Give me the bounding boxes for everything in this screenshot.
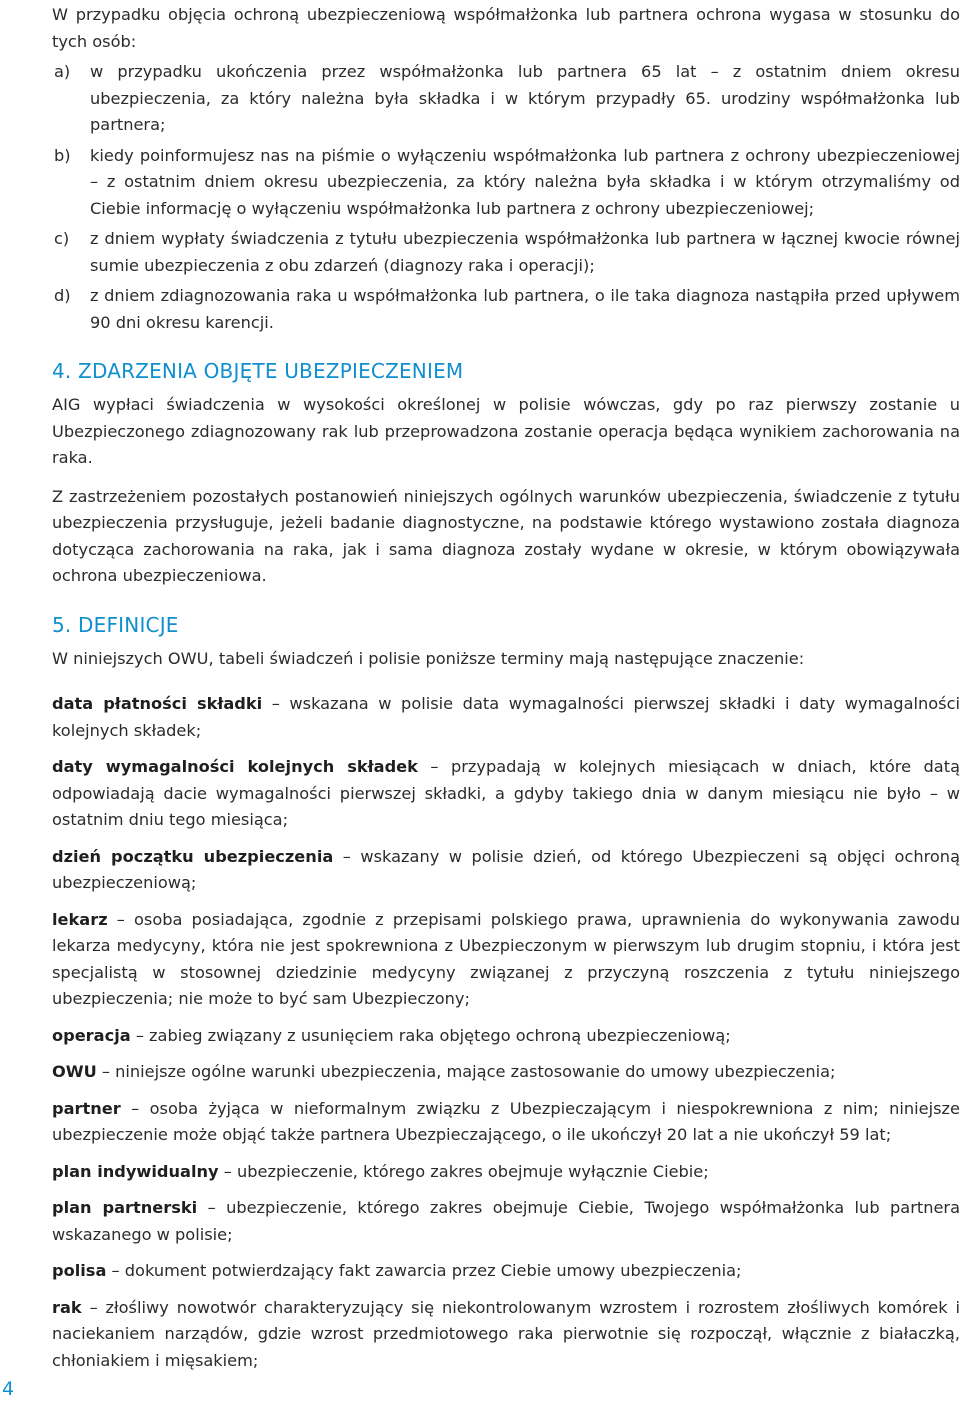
definition-term: dzień początku ubezpieczenia [52,846,334,866]
definition-item [52,754,960,834]
definition-term: partner [52,1098,121,1118]
definition-text: – osoba posiadająca, zgodnie z przepisami polskiego prawa, uprawnienia do wykonywania zawodu lekarza medycyny, która nie jest spokrewniona z Ubezpieczonym w pierwszym lub drugim stopniu, i która jest specjalistą w stosownej dziedzinie medycyny związanej z przyczyną roszczenia z tytułu niniejszego ubezpieczenia; nie może to być sam Ubezpieczony; [52,909,960,1008]
page-number: 4 [2,1378,15,1400]
page-content [52,2,960,1374]
section-5-intro: W niniejszych OWU, tabeli świadczeń i polisie poniższe terminy mają następujące znaczenie: [52,648,805,668]
definition-term: rak [52,1297,82,1317]
definition-text: – osoba żyjąca w nieformalnym związku z Ubezpieczającym i niespokrewniona z nim; niniejsze ubezpieczenie może objąć także partnera Ubezpieczającego, o ile ukończył 20 lat a nie ukończył 59 lat; [52,1098,960,1144]
list-item [52,59,960,139]
definition-text: – złośliwy nowotwór charakteryzujący się niekontrolowanym wzrostem i rozrostem złośliwych komórek i naciekaniem narządów, gdzie wzrost przedmiotowego raka pierwotnie się rozpoczął, włącznie z białaczką, chłoniakiem i mięsakiem; [52,1297,960,1370]
section-4-paragraph-2: Z zastrzeżeniem pozostałych postanowień niniejszych ogólnych warunków ubezpieczenia, świadczenie z tytułu ubezpieczenia przysługuje, jeżeli badanie diagnostyczne, na podstawie którego wystawiono została diagnoza dotycząca zachorowania na raka, jak i sama diagnoza zostały wydane w okresie, w którym obowiązywała ochrona ubezpieczeniowa. [52,486,960,585]
definition-item [52,907,960,1013]
list-item-text: z dniem wypłaty świadczenia z tytułu ubezpieczenia współmałżonka lub partnera w łącznej kwocie równej sumie ubezpieczenia z obu zdarzeń (diagnozy raka i operacji); [90,229,960,275]
list-item [52,283,960,336]
list-marker: a) [54,62,71,81]
definition-term: OWU [52,1062,97,1081]
definition-term: lekarz [52,909,108,929]
definition-text: – ubezpieczenie, którego zakres obejmuje Ciebie, Twojego współmałżonka lub partnera wskazanego w polisie; [52,1198,960,1244]
list-marker: c) [54,229,70,248]
termination-list [52,59,960,336]
list-item [52,226,960,279]
definition-item [52,1096,960,1149]
definitions-list [52,691,960,1374]
definition-term: daty wymagalności kolejnych składek [52,757,418,776]
definition-text: – przypadają w kolejnych miesiącach w dniach, które datą odpowiadają dacie wymagalności pierwszej składki, a gdyby takiego dnia w danym miesiącu nie było – w ostatnim dniu tego miesiąca; [52,757,960,829]
definition-text: – zabieg związany z usunięciem raka objętego ochroną ubezpieczeniową; [130,1025,731,1045]
section-5-heading: 5. DEFINICJE [52,612,179,637]
definition-text: – wskazana w polisie data wymagalności pierwszej składki i daty wymagalności kolejnych składek; [52,694,960,740]
section-4-paragraph-1: AIG wypłaci świadczenia w wysokości określonej w polisie wówczas, gdy po raz pierwszy zostanie u Ubezpieczonego zdiagnozowany rak lub przeprowadzona zostanie operacja będąca wynikiem zachorowania na raka. [52,395,960,467]
definition-term: plan indywidualny [52,1161,219,1181]
list-marker: b) [54,145,71,165]
list-item [52,143,960,223]
definition-term: data płatności składki [52,694,263,713]
definition-item [52,1159,960,1186]
definition-item [52,844,960,897]
definition-text: – dokument potwierdzający fakt zawarcia przez Ciebie umowy ubezpieczenia; [106,1261,742,1280]
definition-text: – niniejsze ogólne warunki ubezpieczenia, mające zastosowanie do umowy ubezpieczenia; [96,1062,836,1081]
list-marker: d) [54,286,71,305]
definition-item [52,1295,960,1375]
definition-item [52,691,960,744]
definition-term: plan partnerski [52,1198,198,1217]
definition-text: – ubezpieczenie, którego zakres obejmuje wyłącznie Ciebie; [218,1161,709,1181]
definition-text: – wskazany w polisie dzień, od którego Ubezpieczeni są objęci ochroną ubezpieczeniową; [52,846,960,892]
definition-term: operacja [52,1025,131,1045]
section-4-heading: 4. ZDARZENIA OBJĘTE UBEZPIECZENIEM [52,359,464,383]
definition-item [52,1195,960,1248]
definition-item [52,1258,960,1285]
intro-paragraph: W przypadku objęcia ochroną ubezpieczeniową współmałżonka lub partnera ochrona wygasa w stosunku do tych osób: [52,5,960,51]
definition-item [52,1023,960,1050]
list-item-text: z dniem zdiagnozowania raka u współmałżonka lub partnera, o ile taka diagnoza nastąpiła przed upływem 90 dni okresu karencji. [90,286,960,332]
list-item-text: kiedy poinformujesz nas na piśmie o wyłączeniu współmałżonka lub partnera z ochrony ubezpieczeniowej – z ostatnim dniem okresu ubezpieczenia, za który należna była składka i w którym otrzymaliśmy od Ciebie informację o wyłączeniu współmałżonka lub partnera z ochrony ubezpieczeniowej; [90,145,960,218]
definition-item [52,1059,960,1086]
definition-term: polisa [52,1261,107,1280]
list-item-text: w przypadku ukończenia przez współmałżonka lub partnera 65 lat – z ostatnim dniem okresu ubezpieczenia, za który należna była składka i w którym przypadły 65. urodziny współmałżonka lub partnera; [90,62,960,134]
